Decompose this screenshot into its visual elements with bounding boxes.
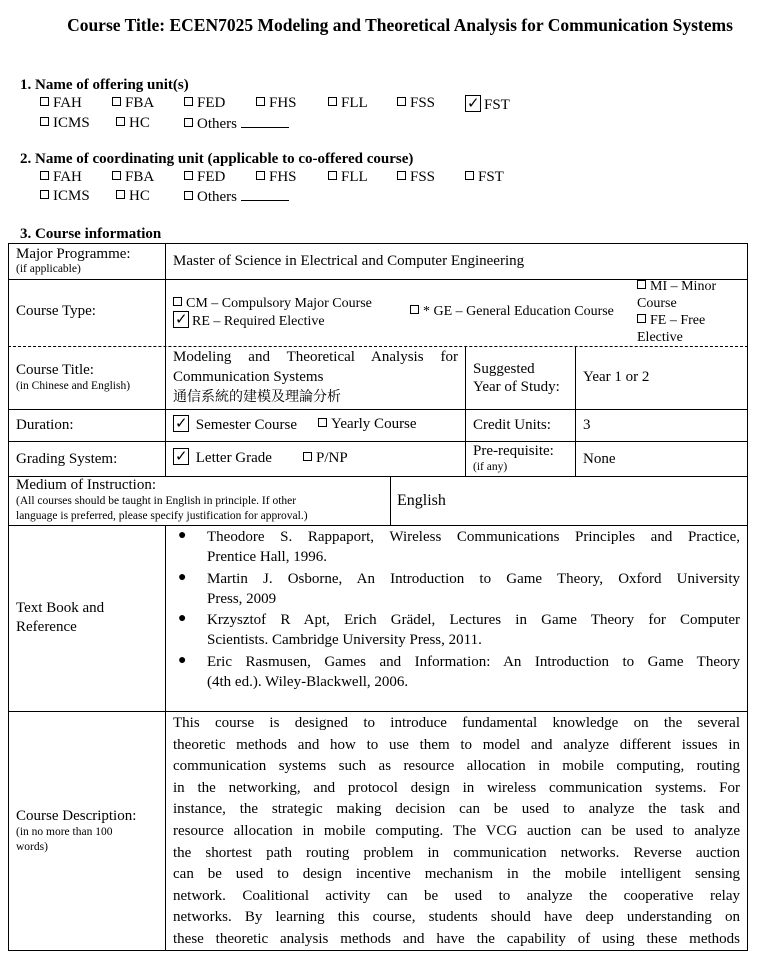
medium-label: Medium of Instruction:	[16, 477, 156, 493]
course-title-label: Course Title:	[16, 362, 94, 378]
coord-hc[interactable]: HC	[116, 188, 150, 205]
coord-fed[interactable]: FED	[184, 169, 225, 186]
major-label: Major Programme:	[16, 246, 131, 262]
course-title-en-line1: Modeling and Theoretical Analysis for	[173, 349, 458, 365]
checkbox-icon	[318, 418, 327, 427]
duration-yearly-option[interactable]: Yearly Course	[318, 415, 417, 434]
table-border	[165, 243, 166, 476]
bullet-icon: ●	[178, 570, 187, 585]
course-title-note: (in Chinese and English)	[16, 380, 131, 392]
credit-value: 3	[583, 417, 591, 433]
checkbox-icon	[637, 314, 646, 323]
checkbox-icon	[256, 97, 265, 106]
grading-label: Grading System:	[16, 451, 118, 467]
checkbox-icon	[40, 171, 49, 180]
coord-fah[interactable]: FAH	[40, 169, 82, 186]
offering-fba[interactable]: FBA	[112, 95, 154, 112]
checkbox-icon	[173, 297, 182, 306]
year-value: Year 1 or 2	[583, 369, 650, 385]
checkbox-icon	[184, 171, 193, 180]
description-note: (in no more than 100 words)	[16, 826, 113, 853]
checkbox-icon	[328, 171, 337, 180]
table-border	[8, 243, 9, 950]
offering-fhs[interactable]: FHS	[256, 95, 297, 112]
checkbox-icon	[184, 97, 193, 106]
table-border	[8, 441, 748, 442]
coord-fba[interactable]: FBA	[112, 169, 154, 186]
grading-pnp-option[interactable]: P/NP	[303, 449, 348, 468]
offering-fss[interactable]: FSS	[397, 95, 435, 112]
checkbox-icon	[116, 190, 125, 199]
table-border	[465, 346, 466, 476]
section2-heading: 2. Name of coordinating unit (applicable to co-offered course)	[20, 151, 414, 167]
section3-heading: 3. Course information	[20, 226, 162, 242]
coord-others[interactable]: Others	[184, 188, 289, 206]
table-border	[747, 243, 748, 950]
major-value: Master of Science in Electrical and Computer Engineering	[173, 253, 525, 269]
credit-label: Credit Units:	[473, 417, 551, 433]
coord-icms[interactable]: ICMS	[40, 188, 90, 205]
offering-others[interactable]: Others	[184, 115, 289, 133]
checkbox-icon	[397, 171, 406, 180]
checkbox-icon	[112, 171, 121, 180]
checkbox-checked-icon	[173, 311, 189, 328]
table-border	[390, 476, 391, 525]
reference-item: Eric Rasmusen, Games and Information: An Introduction to Game Theory (4th ed.). Wiley-Blackwell, 2006.	[207, 654, 740, 690]
offering-fll[interactable]: FLL	[328, 95, 368, 112]
reference-item: Martin J. Osborne, An Introduction to Game Theory, Oxford University Press, 2009	[207, 571, 740, 607]
coord-fst[interactable]: FST	[465, 169, 504, 186]
type-mi-option[interactable]: MI – Minor Course	[637, 279, 717, 311]
course-title-en-line2: Communication Systems	[173, 369, 324, 385]
offering-hc[interactable]: HC	[116, 115, 150, 132]
course-type-label: Course Type:	[16, 303, 96, 319]
offering-icms[interactable]: ICMS	[40, 115, 90, 132]
offering-fah[interactable]: FAH	[40, 95, 82, 112]
prereq-label: Pre-requisite:	[473, 443, 554, 459]
course-description: This course is designed to introduce fundamental knowledge on the several theoretic methods and how to use them to model and analyze different issues in communication systems such as resource allocation in mobile computing, routing in the networking, and protocol design in wireless communication systems. For instance, the strategic making decision can be used to analyze the task and resource allocation in mobile computing. The VCG auction can be used to analyze the shortest path routing problem in communication networks. Reverse auction can be used to design incentive mechanism in the mobile intelligent sensing network. Coalitional activity can be used to analyze the cooperative relay networks. By learning this course, students should have deep understanding on these theoretic analysis methods and have the capability of using these methods	[173, 715, 740, 947]
checkbox-icon	[184, 118, 193, 127]
coord-fll[interactable]: FLL	[328, 169, 368, 186]
grading-letter-option[interactable]: ✓ Letter Grade	[173, 448, 272, 468]
prereq-note: (if any)	[473, 461, 508, 473]
textbook-label: Text Book and Reference	[16, 600, 105, 635]
offering-fed[interactable]: FED	[184, 95, 225, 112]
checkbox-icon	[40, 117, 49, 126]
type-re-option[interactable]: ✓RE – Required Elective	[173, 311, 325, 331]
table-border	[8, 525, 748, 526]
checkbox-icon	[40, 97, 49, 106]
checkbox-icon	[397, 97, 406, 106]
course-title-heading: Course Title: ECEN7025 Modeling and Theoretical Analysis for Communication Systems	[67, 15, 733, 35]
type-fe-option[interactable]: FE – Free Elective	[637, 313, 706, 345]
checkbox-icon	[465, 171, 474, 180]
table-border	[8, 243, 748, 244]
type-cm-option[interactable]: CM – Compulsory Major Course	[173, 294, 372, 313]
reference-item: Theodore S. Rappaport, Wireless Communications Principles and Practice, Prentice Hall, 1996.	[207, 529, 740, 565]
major-note: (if applicable)	[16, 263, 81, 275]
year-label: Suggested Year of Study:	[473, 361, 560, 395]
offering-fst[interactable]: ✓ FST	[465, 95, 510, 114]
others-blank-field[interactable]	[241, 115, 289, 128]
checkbox-icon	[116, 117, 125, 126]
type-ge-option[interactable]: * GE – General Education Course	[410, 302, 614, 321]
checkbox-icon	[112, 97, 121, 106]
checkbox-checked-icon	[173, 448, 189, 465]
bullet-icon: ●	[178, 528, 187, 543]
bullet-icon: ●	[178, 611, 187, 626]
table-border	[8, 711, 748, 712]
checkbox-icon	[303, 452, 312, 461]
description-label: Course Description:	[16, 808, 137, 824]
others-blank-field[interactable]	[241, 188, 289, 201]
medium-note: (All courses should be taught in English in principle. If other language is preferred, please specify justification for approval.)	[16, 495, 308, 522]
bullet-icon: ●	[178, 653, 187, 668]
table-border	[8, 409, 748, 410]
checkbox-icon	[256, 171, 265, 180]
checkbox-icon	[410, 305, 419, 314]
coord-fss[interactable]: FSS	[397, 169, 435, 186]
checkbox-icon	[637, 280, 646, 289]
section1-heading: 1. Name of offering unit(s)	[20, 77, 189, 93]
checkbox-icon	[40, 190, 49, 199]
checkbox-checked-icon	[465, 95, 481, 112]
checkbox-icon	[184, 191, 193, 200]
reference-item: Krzysztof R Apt, Erich Grädel, Lectures in Game Theory for Computer Scientists. Cambridge University Press, 2011.	[207, 612, 740, 648]
checkbox-icon	[328, 97, 337, 106]
duration-label: Duration:	[16, 417, 74, 433]
course-title-zh: 通信系統的建模及理論分析	[173, 389, 341, 405]
checkbox-checked-icon	[173, 415, 189, 432]
table-border	[575, 346, 576, 476]
medium-value: English	[397, 492, 446, 509]
prereq-value: None	[583, 451, 616, 467]
coord-fhs[interactable]: FHS	[256, 169, 297, 186]
duration-semester-option[interactable]: ✓ Semester Course	[173, 415, 297, 435]
table-border	[165, 525, 166, 950]
